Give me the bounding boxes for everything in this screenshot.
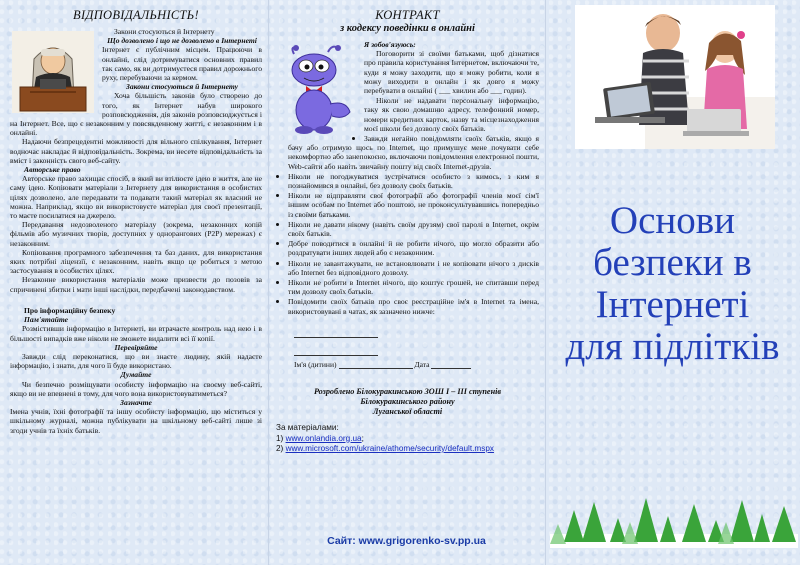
think-heading: Думайте (120, 370, 152, 380)
rule-item: • Ніколи не завантажувати, не встановлювати і не копіювати нічого з дисків або Internet без відповідного дозволу. (288, 259, 539, 277)
rule-item: Поговорити зі своїми батьками, щоб дізнатися про правила користування Інтернетом, включаючи те, куди я можу заходити, що я можу робити, коли я можу виходити в онлайн і як довго я можу перебувати в онлайні ( ___ хвилин або ___ годин). (364, 49, 539, 96)
contract-column (268, 0, 545, 565)
allowed-text: Інтернет є публічним місцем. Працюючи в онлайні, слід дотримуватися основних правил так само, як ви дотримуєтеся правил дорожнього руху, перебуваючи за кермом. (102, 45, 262, 83)
alien-mascot-illustration (284, 44, 358, 136)
credits-block (276, 387, 539, 417)
opportunities-text: Надаючи безпрецедентні можливості для вільного спілкування, Інтернет водночас накладає й відповідальність. Зокрема, ви несете відповідальність за вміст і законність свого веб-сайту. (10, 137, 262, 165)
name-blank (339, 361, 413, 369)
consequences-text: Незаконне використання матеріалів може призвести до позовів за спричинені збитки і мати інші наслідки, передбачені законодавством. (10, 275, 262, 294)
laws-intro: Закони стосуються й Інтернету (114, 27, 215, 36)
laws-heading: Закони стосуються й Інтернету (126, 82, 238, 92)
rule-item: • Ніколи не давати нікому (навіть своїм друзям) свої паролі в Internet, окрім своїх батьків. (288, 220, 539, 238)
rule-item: • Ніколи не робити в Internet нічого, що коштує грошей, не спитавши перед тим дозволу своїх батьків. (288, 278, 539, 296)
copyright-text: Авторське право захищає спосіб, в який ви втілюєте ідею в життя, але не саму ідею. Копіювати матеріали з Інтернету для використання в особистих цілях дозволено, але передавати та подавати такий матеріал як власний не можна. Наприклад, якщо ви використовуєте матеріал для своєї презентації, то маєте посилатися на джерело. (10, 174, 262, 221)
rule-item: • Повідомити своїх батьків про своє реєстраційне ім'я в Internet та імена, використовувані в чатах, як зазначено нижче: (288, 297, 539, 315)
title-line-1: Основи (609, 199, 736, 242)
contract-subtitle: з кодексу поведінки в онлайні (340, 23, 475, 34)
rule-item: • Ніколи не відправляти свої фотографії або фотографії членів моєї сім'ї іншим особам по Internet або поштою, не проконсультувавшись попередньо із своїми батьками. (288, 191, 539, 219)
software-text: Копіювання програмного забезпечення та баз даних, для використання яких потрібні ліцензії, є незаконним, навіть якщо це робиться з метою застосування в особистих цілях. (10, 247, 262, 276)
site-address[interactable]: Сайт: www.grigorenko-sv.pp.ua (327, 535, 486, 547)
think-text: Чи безпечно розміщувати особисту інформацію на своєму веб-сайті, якщо ви не впевнені в тому, для чого вона використовуватиметься? (10, 379, 262, 398)
responsibility-title: ВІДПОВІДАЛЬНІСТЬ! (73, 8, 199, 22)
contract-rules (276, 134, 539, 316)
credits-district: Білокуракинського району (360, 397, 455, 407)
copyright-heading: Авторське право (24, 165, 81, 175)
nickname-lines (294, 320, 539, 356)
title-line-3: Інтернеті (595, 283, 750, 326)
cover-column (545, 0, 800, 565)
laws-text: Хоча більшість законів було створено до того, як Інтернет набув широкого розповсюдження, дія законів розповсюджується і на Інтернет. Все, що є незаконним у повсякденному житті, є незаконним і в онлайні. (10, 91, 262, 138)
note-heading: Зазначте (120, 397, 152, 407)
source-1-number: 1) (276, 433, 284, 443)
source-2 (276, 444, 539, 455)
responsibility-column (0, 0, 268, 565)
date-blank (431, 361, 471, 369)
source-2-number: 2) (276, 444, 284, 454)
credits-school: Розроблено Білокуракинською ЗОШ І – ІІІ ступенів (313, 387, 502, 397)
credits-region: Луганської області (372, 407, 443, 417)
rule-item: • Ніколи не погоджуватися зустрічатися особисто з кимось, з ким я познайомився в онлайні, без дозволу своїх батьків. (288, 172, 539, 190)
source-1 (276, 434, 539, 445)
rule-item: Ніколи не надавати персональну інформацію, таку як свою домашню адресу, телефонний номер, номери кредитних карток, назву та місцезнаходження моєї школи без дозволу своїх батьків. (364, 96, 539, 133)
sources-block (276, 423, 539, 455)
blank-line (294, 348, 378, 356)
title-line-4: для підлітків (565, 325, 780, 368)
kids-with-laptops-photo (575, 5, 775, 149)
info-security-heading: Про інформаційну безпеку (24, 305, 116, 315)
blank-line (294, 330, 378, 338)
materials-label: За матеріалами: (276, 423, 339, 433)
check-text: Завжди слід переконатися, що ви знаєте людину, якій надаєте інформацію, і знати, для чого її буде використано. (10, 351, 262, 371)
source-link-onlandia[interactable]: www.onlandia.org.ua (285, 433, 362, 443)
date-label: Дата (414, 359, 430, 369)
allowed-heading: Що дозволено і що не дозволено в Інтернеті (107, 36, 257, 46)
commit-heading: Я зобов'язуюсь: (364, 40, 416, 49)
sharing-text: Передавання недозволеного матеріалу (зокрема, незаконних копій фільмів або музичних творів, доступних у однорангових (P2P) мережах) є незаконним. (10, 220, 262, 248)
check-heading: Перевіряйте (114, 342, 158, 352)
remember-heading: Пам'ятайте (24, 315, 69, 325)
source-1-suffix: ; (361, 433, 364, 443)
judge-illustration (10, 29, 96, 115)
brochure-title (545, 200, 800, 368)
rule-item: • Завжди негайно повідомляти своїх батьків, якщо я бачу або отримую щось по Internet, що примушує мене почувати себе некомфортно або занепокоєно, включаючи повідомлення електронної пошти, Web-сайти або навіть звичайну пошту від своїх Internet-друзів. (288, 134, 539, 171)
contract-title: КОНТРАКТ (375, 8, 440, 22)
remember-text: Розмістивши інформацію в Інтернеті, ви втрачаєте контроль над нею і в більшості випадків вже ніколи не зможете видалити всі її копії. (10, 324, 262, 343)
child-name-label: Ім'я (дитини) (294, 359, 337, 369)
title-line-2: безпеки в (593, 241, 752, 284)
trees-illustration (550, 492, 798, 548)
rule-item: • Добре поводитися в онлайні й не робити нічого, що могло образити або роздратувати інших людей або є незаконним. (288, 239, 539, 257)
note-text: Імена учнів, їхні фотографії та іншу особисту інформацію, що міститься у шкільному журналі, можна публікувати на шкільному веб-сайті лише зі згоди учнів та їхніх батьків. (10, 407, 262, 435)
source-link-microsoft[interactable]: www.microsoft.com/ukraine/athome/security/default.mspx (285, 444, 494, 454)
signature-line (276, 360, 539, 369)
